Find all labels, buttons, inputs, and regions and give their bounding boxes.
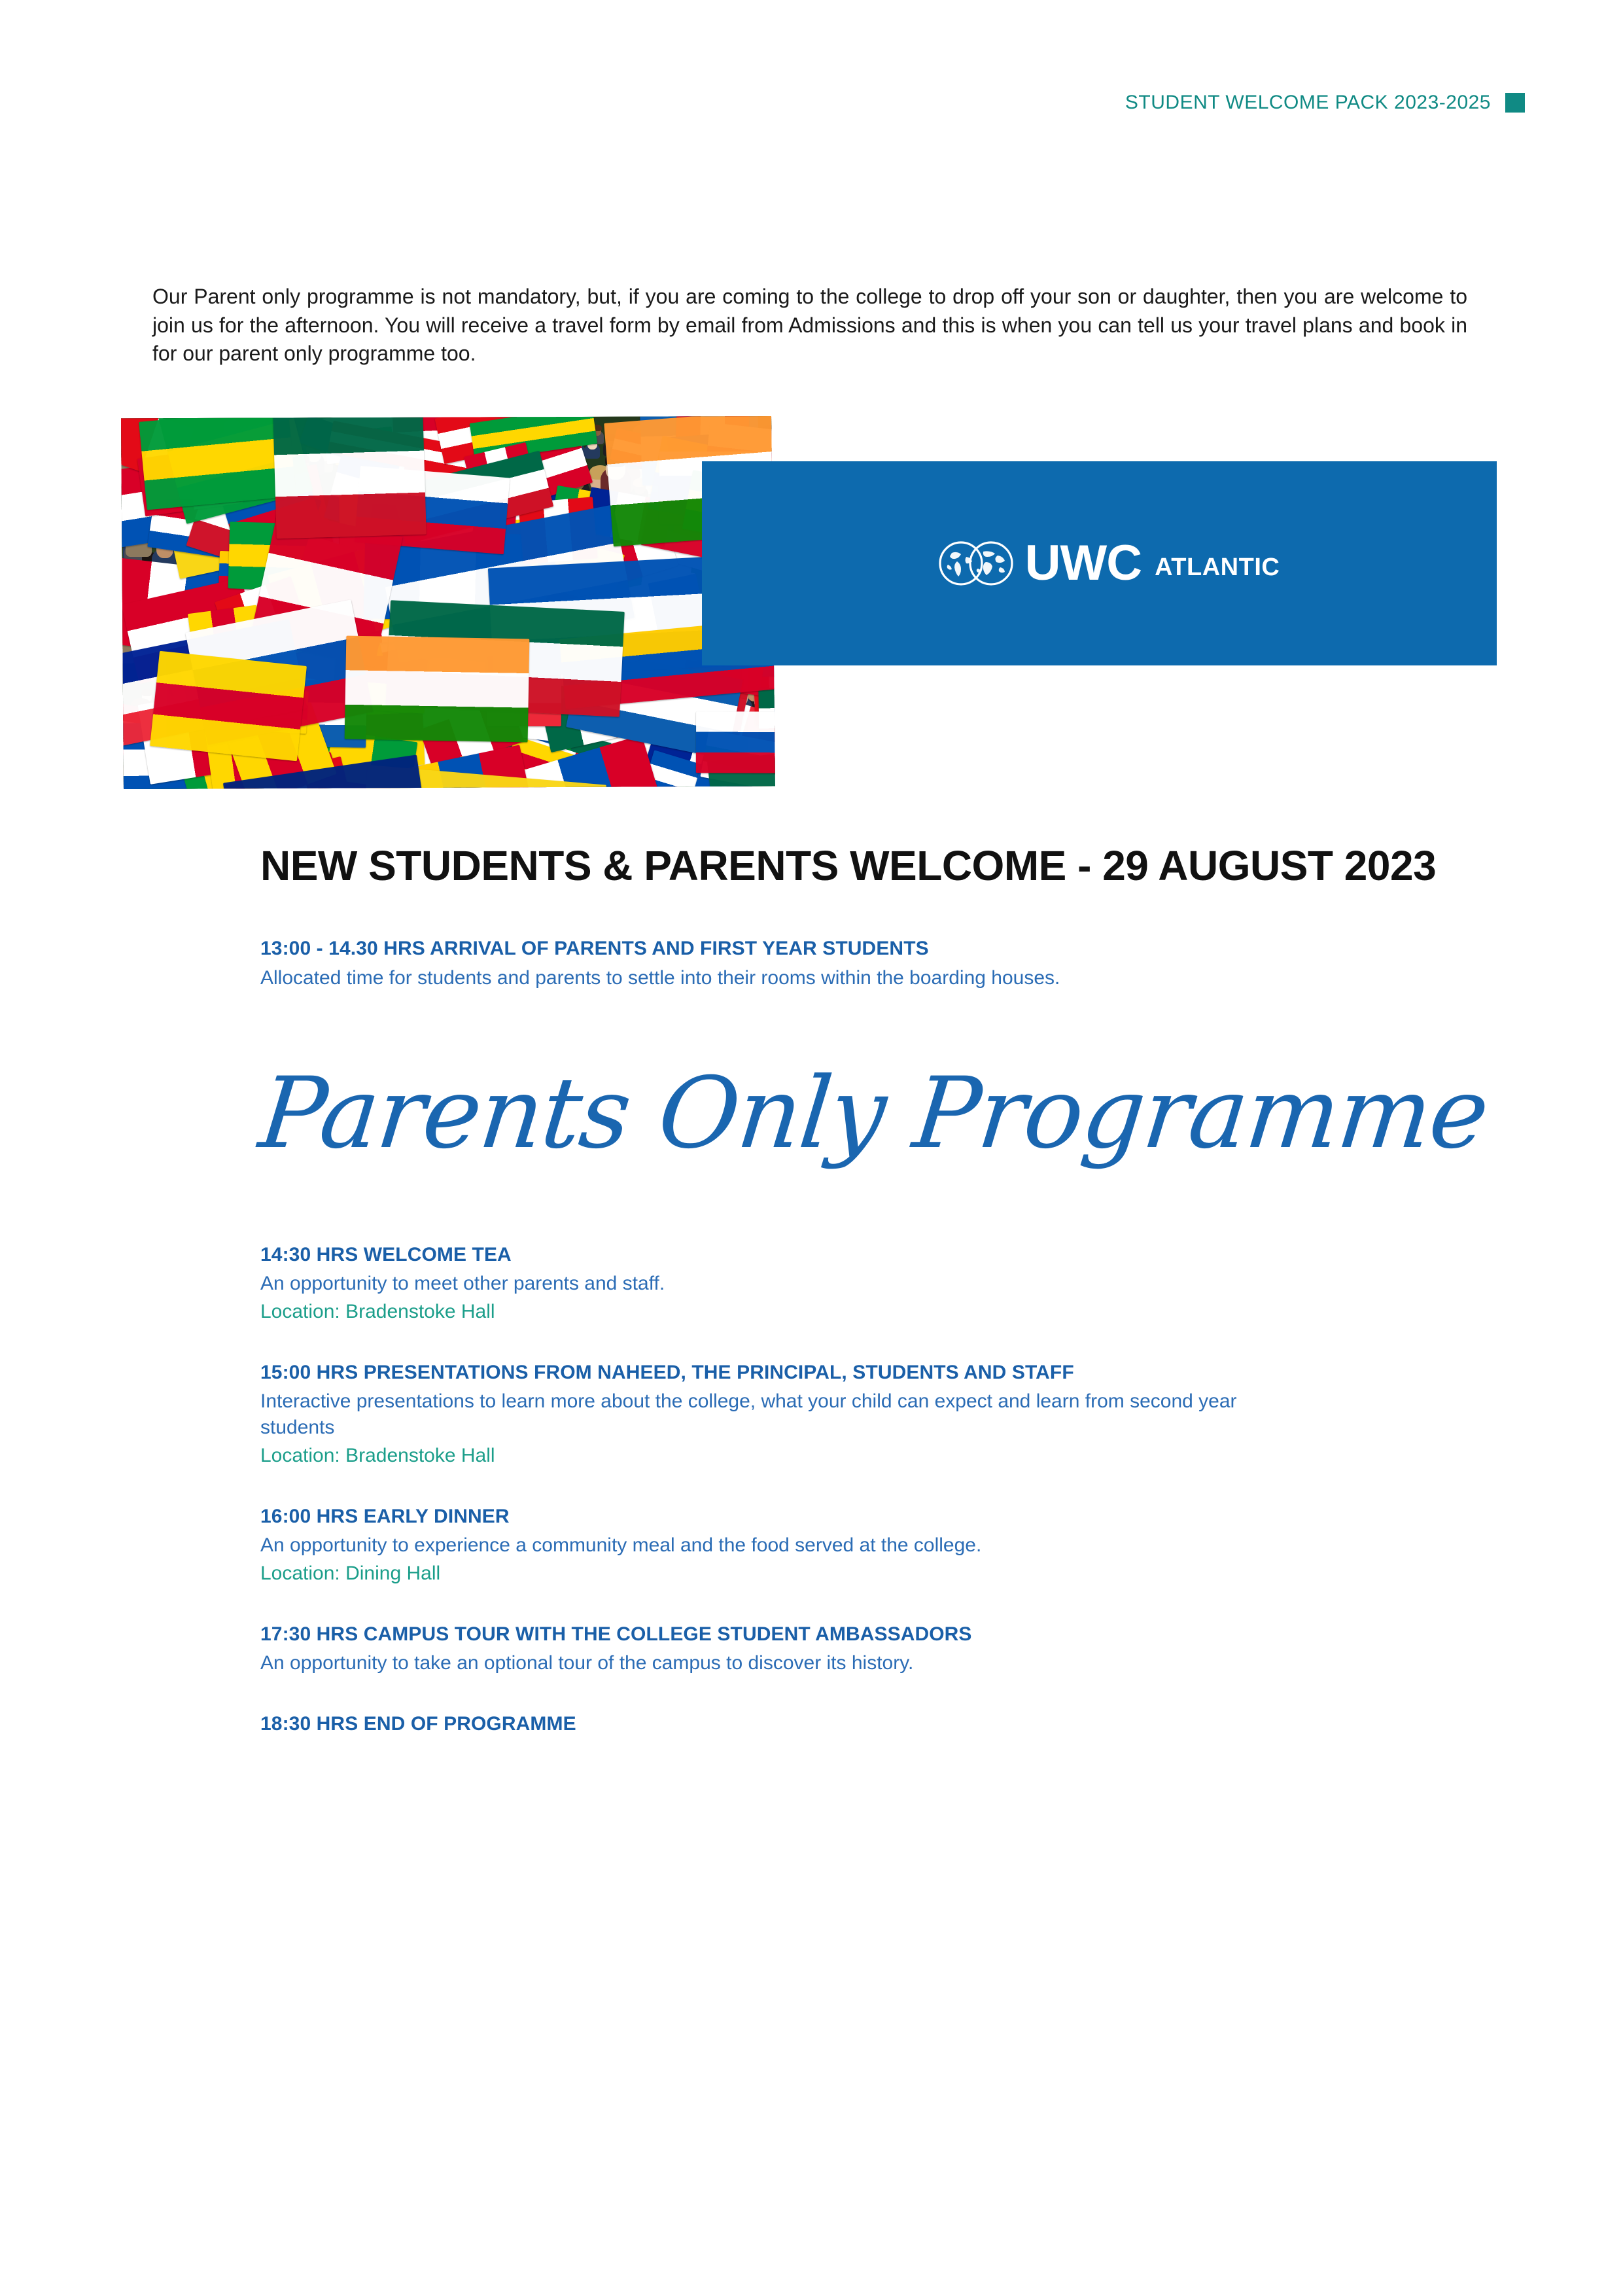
uwc-logo-banner (702, 461, 1497, 665)
event-item (260, 1622, 1503, 1677)
event-description: An opportunity to take an optional tour of the campus to discover its history. (260, 1652, 914, 1674)
event-heading: 13:00 - 14.30 HRS ARRIVAL OF PARENTS AND FIRST YEAR STUDENTS (260, 938, 929, 960)
event-spacer (260, 1587, 1503, 1622)
programme-title: NEW STUDENTS & PARENTS WELCOME - 29 AUGUST 2023 (260, 842, 1437, 889)
event-heading: 15:00 HRS PRESENTATIONS FROM NAHEED, THE PRINCIPAL, STUDENTS AND STAFF (260, 1361, 1074, 1383)
event-spacer (260, 1469, 1503, 1504)
event-spacer (260, 1325, 1503, 1360)
photo-flag-large (696, 712, 775, 774)
uwc-logo-lockup (937, 535, 1280, 591)
event-description: An opportunity to meet other parents and staff. (260, 1273, 665, 1295)
uwc-atlantic-wordmark: ATLANTIC (1155, 554, 1280, 581)
event-location: Location: Bradenstoke Hall (260, 1300, 495, 1322)
event-location: Location: Dining Hall (260, 1562, 441, 1584)
event-item (260, 1243, 1503, 1325)
parents-only-programme-script (254, 1038, 1503, 1189)
events-list (260, 1243, 1503, 1772)
event-description: Allocated time for students and parents to settle into their rooms within the boarding houses. (260, 966, 1060, 989)
media-block (0, 393, 1623, 811)
programme-section (254, 842, 1503, 1772)
photo-flag-large (345, 635, 530, 741)
event-spacer (260, 1676, 1503, 1712)
uwc-globes-icon (937, 540, 1015, 587)
event-item (260, 1504, 1503, 1587)
event-description: An opportunity to experience a community meal and the food served at the college. (260, 1534, 982, 1557)
event-heading: 18:30 HRS END OF PROGRAMME (260, 1713, 576, 1735)
event-item (260, 1712, 1503, 1737)
event-item (260, 1360, 1503, 1469)
photo-flag-large (150, 651, 306, 762)
photo-flag-large (139, 416, 296, 510)
event-heading: 14:30 HRS WELCOME TEA (260, 1243, 512, 1265)
photo-flag-large (273, 416, 427, 539)
event-arrival (260, 936, 1503, 991)
photo-crowd-layer (121, 416, 775, 789)
event-description: Interactive presentations to learn more about the college, what your child can expect and learn from second year students (260, 1390, 1237, 1439)
page-header-title: STUDENT WELCOME PACK 2023-2025 (1125, 92, 1491, 113)
page-running-header (1125, 92, 1525, 114)
event-location: Location: Bradenstoke Hall (260, 1444, 495, 1466)
event-heading: 17:30 HRS CAMPUS TOUR WITH THE COLLEGE STUDENT AMBASSADORS (260, 1623, 972, 1645)
event-heading: 16:00 HRS EARLY DINNER (260, 1505, 510, 1527)
filled-square-icon (1505, 93, 1525, 113)
event-spacer (260, 1737, 1503, 1772)
flags-crowd-photo (121, 416, 775, 789)
script-title-text: Parents Only Programme (254, 1056, 1493, 1171)
uwc-wordmark: UWC (1024, 535, 1142, 591)
intro-paragraph: Our Parent only programme is not mandatory, but, if you are coming to the college to drop off your son or daughter, then you are welcome to join us for the afternoon. You will receive a travel form by email from Admissions and this is when you can tell us your travel plans and book in for our parent only programme too. (152, 285, 1467, 366)
